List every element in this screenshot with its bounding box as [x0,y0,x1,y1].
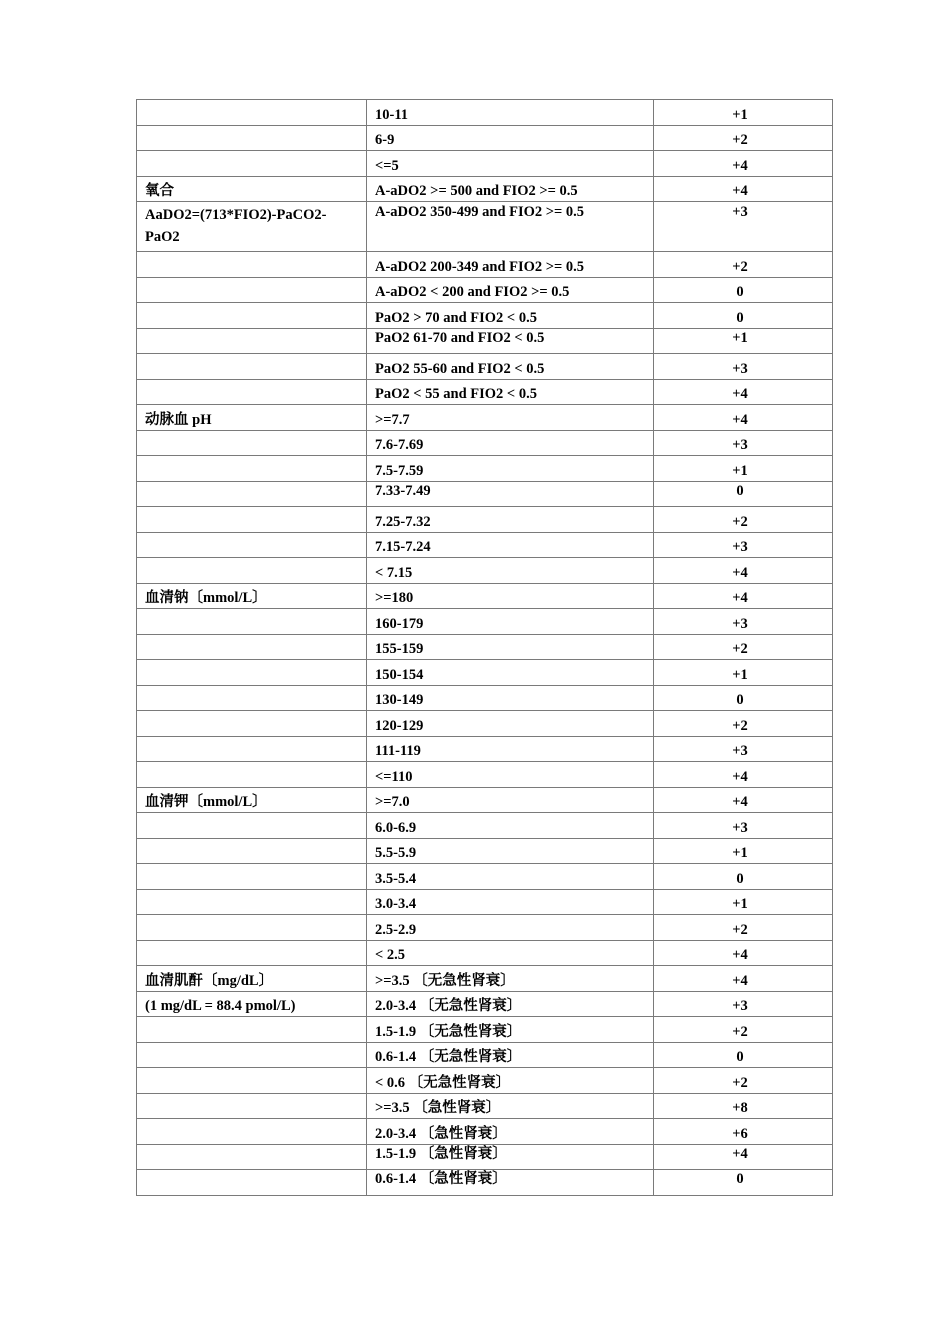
range-cell: 6-9 [367,125,654,151]
range-cell: 2.5-2.9 [367,915,654,941]
score-cell: +3 [654,532,833,558]
range-cell: < 0.6 〔无急性肾衰〕 [367,1068,654,1094]
score-cell: +6 [654,1119,833,1145]
range-cell: 7.5-7.59 [367,456,654,482]
score-cell: +8 [654,1093,833,1119]
range-cell: 10-11 [367,100,654,126]
table-row [137,660,833,686]
table-row [137,1119,833,1145]
parameter-cell [137,151,367,177]
range-cell: PaO2 61-70 and FIO2 < 0.5 [367,328,654,354]
parameter-cell: 血清钾〔mmol/L〕 [137,787,367,813]
table-row [137,864,833,890]
range-cell: 0.6-1.4 〔无急性肾衰〕 [367,1042,654,1068]
table-row [137,1170,833,1196]
parameter-cell [137,277,367,303]
score-cell: 0 [654,481,833,507]
score-cell: +1 [654,838,833,864]
parameter-cell [137,379,367,405]
score-cell: +3 [654,609,833,635]
parameter-cell: AaDO2=(713*FIO2)-PaCO2-PaO2 [137,202,367,252]
score-cell: +4 [654,558,833,584]
parameter-cell [137,838,367,864]
table-row [137,125,833,151]
range-cell: >=180 [367,583,654,609]
parameter-cell [137,481,367,507]
table-row [137,507,833,533]
table-row [137,379,833,405]
range-cell: < 7.15 [367,558,654,584]
parameter-cell: 血清肌酐〔mg/dL〕 [137,966,367,992]
score-cell: +4 [654,762,833,788]
table-row [137,1144,833,1170]
score-cell: +2 [654,711,833,737]
parameter-cell [137,430,367,456]
score-cell: +4 [654,176,833,202]
table-row [137,889,833,915]
parameter-cell [137,660,367,686]
parameter-cell [137,558,367,584]
table-row [137,991,833,1017]
score-cell: +3 [654,354,833,380]
table-row [137,685,833,711]
table-row [137,558,833,584]
parameter-cell [137,736,367,762]
table-row [137,736,833,762]
table-row [137,813,833,839]
range-cell: >=7.7 [367,405,654,431]
range-cell: A-aDO2 200-349 and FIO2 >= 0.5 [367,252,654,278]
range-cell: A-aDO2 < 200 and FIO2 >= 0.5 [367,277,654,303]
score-cell: 0 [654,685,833,711]
score-cell: +1 [654,328,833,354]
range-cell: 7.33-7.49 [367,481,654,507]
parameter-cell [137,685,367,711]
table-row [137,252,833,278]
range-cell: 160-179 [367,609,654,635]
parameter-cell [137,456,367,482]
table-row [137,915,833,941]
table-row [137,328,833,354]
parameter-cell [137,940,367,966]
score-cell: +2 [654,634,833,660]
score-cell: +1 [654,456,833,482]
parameter-cell [137,1170,367,1196]
score-cell: +2 [654,1017,833,1043]
range-cell: >=3.5 〔急性肾衰〕 [367,1093,654,1119]
range-cell: 2.0-3.4 〔无急性肾衰〕 [367,991,654,1017]
score-cell: +1 [654,660,833,686]
parameter-cell: 动脉血 pH [137,405,367,431]
score-cell: 0 [654,1042,833,1068]
score-cell: +2 [654,1068,833,1094]
range-cell: 3.5-5.4 [367,864,654,890]
parameter-cell [137,634,367,660]
table-row [137,583,833,609]
score-cell: 0 [654,303,833,329]
parameter-cell [137,532,367,558]
parameter-cell [137,354,367,380]
range-cell: 7.6-7.69 [367,430,654,456]
score-cell: +1 [654,100,833,126]
parameter-cell [137,864,367,890]
parameter-cell [137,125,367,151]
table-row [137,430,833,456]
score-cell: +3 [654,430,833,456]
parameter-cell [137,1042,367,1068]
table-row [137,762,833,788]
parameter-cell [137,711,367,737]
range-cell: >=7.0 [367,787,654,813]
parameter-cell [137,252,367,278]
parameter-cell [137,889,367,915]
parameter-cell [137,762,367,788]
parameter-cell [137,915,367,941]
table-row [137,481,833,507]
table-row [137,100,833,126]
score-cell: +1 [654,889,833,915]
score-cell: +3 [654,813,833,839]
score-cell: 0 [654,864,833,890]
table-row [137,966,833,992]
range-cell: 150-154 [367,660,654,686]
table-row [137,609,833,635]
range-cell: 3.0-3.4 [367,889,654,915]
table-row [137,405,833,431]
table-row [137,354,833,380]
range-cell: PaO2 55-60 and FIO2 < 0.5 [367,354,654,380]
table-row [137,1017,833,1043]
score-cell: +2 [654,507,833,533]
table-row [137,838,833,864]
score-cell: +4 [654,151,833,177]
score-cell: 0 [654,1170,833,1196]
score-cell: +4 [654,940,833,966]
parameter-cell [137,507,367,533]
parameter-cell [137,1119,367,1145]
range-cell: 120-129 [367,711,654,737]
table-row [137,176,833,202]
range-cell: 1.5-1.9 〔急性肾衰〕 [367,1144,654,1170]
table-row [137,711,833,737]
range-cell: >=3.5 〔无急性肾衰〕 [367,966,654,992]
parameter-cell [137,813,367,839]
score-cell: +3 [654,736,833,762]
score-cell: +4 [654,379,833,405]
table-row [137,202,833,252]
range-cell: 130-149 [367,685,654,711]
range-cell: A-aDO2 350-499 and FIO2 >= 0.5 [367,202,654,252]
range-cell: 7.15-7.24 [367,532,654,558]
table-row [137,277,833,303]
range-cell: 111-119 [367,736,654,762]
score-cell: +2 [654,125,833,151]
range-cell: <=110 [367,762,654,788]
score-cell: +2 [654,915,833,941]
parameter-cell [137,609,367,635]
table-row [137,1093,833,1119]
range-cell: 1.5-1.9 〔无急性肾衰〕 [367,1017,654,1043]
apache-score-table [136,99,833,1196]
parameter-cell: 氧合 [137,176,367,202]
range-cell: 0.6-1.4 〔急性肾衰〕 [367,1170,654,1196]
score-cell: +4 [654,583,833,609]
parameter-cell [137,328,367,354]
range-cell: < 2.5 [367,940,654,966]
parameter-cell: 血清钠〔mmol/L〕 [137,583,367,609]
table-row [137,1042,833,1068]
score-cell: +4 [654,405,833,431]
score-cell: 0 [654,277,833,303]
range-cell: 155-159 [367,634,654,660]
score-cell: +4 [654,787,833,813]
range-cell: A-aDO2 >= 500 and FIO2 >= 0.5 [367,176,654,202]
parameter-cell [137,1144,367,1170]
table-row [137,634,833,660]
score-cell: +4 [654,1144,833,1170]
parameter-cell [137,1093,367,1119]
score-cell: +2 [654,252,833,278]
score-cell: +3 [654,991,833,1017]
table-row [137,532,833,558]
score-cell: +4 [654,966,833,992]
range-cell: <=5 [367,151,654,177]
range-cell: 7.25-7.32 [367,507,654,533]
parameter-cell: (1 mg/dL = 88.4 pmol/L) [137,991,367,1017]
range-cell: PaO2 > 70 and FIO2 < 0.5 [367,303,654,329]
parameter-cell [137,1017,367,1043]
score-table-body [137,100,833,1196]
table-row [137,151,833,177]
range-cell: 2.0-3.4 〔急性肾衰〕 [367,1119,654,1145]
range-cell: PaO2 < 55 and FIO2 < 0.5 [367,379,654,405]
table-row [137,787,833,813]
range-cell: 5.5-5.9 [367,838,654,864]
parameter-cell [137,100,367,126]
score-cell: +3 [654,202,833,252]
table-row [137,456,833,482]
table-row [137,940,833,966]
table-row [137,1068,833,1094]
table-row [137,303,833,329]
range-cell: 6.0-6.9 [367,813,654,839]
parameter-cell [137,1068,367,1094]
parameter-cell [137,303,367,329]
